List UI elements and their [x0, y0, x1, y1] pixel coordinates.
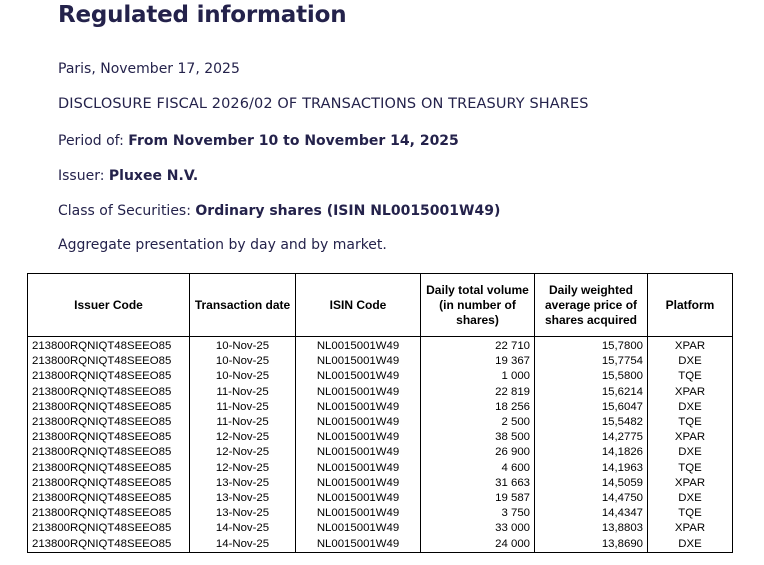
cell-transaction-date: 12-Nov-25	[190, 461, 296, 476]
cell-issuer-code: 213800RQNIQT48SEEO85	[28, 506, 190, 521]
table-row	[28, 385, 733, 400]
cell-platform: TQE	[648, 506, 733, 521]
table-body	[28, 337, 733, 553]
col-header-isin-code: ISIN Code	[296, 274, 421, 337]
cell-weighted-price: 14,2775	[535, 430, 648, 445]
table-row	[28, 476, 733, 491]
period-value: From November 10 to November 14, 2025	[128, 133, 459, 149]
issuer-line	[58, 168, 198, 184]
table-row	[28, 521, 733, 536]
cell-issuer-code: 213800RQNIQT48SEEO85	[28, 445, 190, 460]
table-row	[28, 337, 733, 355]
class-label: Class of Securities:	[58, 203, 196, 219]
cell-isin-code: NL0015001W49	[296, 491, 421, 506]
cell-issuer-code: 213800RQNIQT48SEEO85	[28, 415, 190, 430]
cell-isin-code: NL0015001W49	[296, 400, 421, 415]
cell-weighted-price: 14,4750	[535, 491, 648, 506]
cell-transaction-date: 12-Nov-25	[190, 430, 296, 445]
cell-transaction-date: 12-Nov-25	[190, 445, 296, 460]
cell-weighted-price: 15,7800	[535, 337, 648, 355]
cell-transaction-date: 10-Nov-25	[190, 369, 296, 384]
cell-issuer-code: 213800RQNIQT48SEEO85	[28, 521, 190, 536]
cell-weighted-price: 15,7754	[535, 354, 648, 369]
cell-daily-volume: 24 000	[421, 536, 535, 552]
table-row	[28, 491, 733, 506]
cell-transaction-date: 10-Nov-25	[190, 354, 296, 369]
cell-transaction-date: 11-Nov-25	[190, 400, 296, 415]
cell-daily-volume: 31 663	[421, 476, 535, 491]
cell-daily-volume: 3 750	[421, 506, 535, 521]
transactions-table	[27, 273, 733, 553]
cell-transaction-date: 11-Nov-25	[190, 385, 296, 400]
cell-platform: TQE	[648, 461, 733, 476]
table-row	[28, 445, 733, 460]
col-header-daily-volume: Daily total volume (in number of shares)	[421, 274, 535, 337]
cell-transaction-date: 11-Nov-25	[190, 415, 296, 430]
cell-daily-volume: 18 256	[421, 400, 535, 415]
cell-transaction-date: 13-Nov-25	[190, 476, 296, 491]
cell-weighted-price: 14,1826	[535, 445, 648, 460]
cell-daily-volume: 38 500	[421, 430, 535, 445]
cell-isin-code: NL0015001W49	[296, 445, 421, 460]
cell-issuer-code: 213800RQNIQT48SEEO85	[28, 385, 190, 400]
cell-isin-code: NL0015001W49	[296, 430, 421, 445]
place-date: Paris, November 17, 2025	[58, 61, 240, 77]
cell-daily-volume: 33 000	[421, 521, 535, 536]
cell-isin-code: NL0015001W49	[296, 415, 421, 430]
cell-platform: TQE	[648, 415, 733, 430]
cell-transaction-date: 14-Nov-25	[190, 536, 296, 552]
class-line	[58, 203, 500, 219]
cell-isin-code: NL0015001W49	[296, 461, 421, 476]
period-line	[58, 133, 459, 149]
class-value: Ordinary shares (ISIN NL0015001W49)	[195, 203, 501, 219]
col-header-platform: Platform	[648, 274, 733, 337]
cell-isin-code: NL0015001W49	[296, 476, 421, 491]
cell-issuer-code: 213800RQNIQT48SEEO85	[28, 536, 190, 552]
cell-isin-code: NL0015001W49	[296, 385, 421, 400]
cell-issuer-code: 213800RQNIQT48SEEO85	[28, 354, 190, 369]
cell-issuer-code: 213800RQNIQT48SEEO85	[28, 369, 190, 384]
cell-issuer-code: 213800RQNIQT48SEEO85	[28, 491, 190, 506]
period-label: Period of:	[58, 133, 129, 149]
disclosure-heading: DISCLOSURE FISCAL 2026/02 OF TRANSACTIONS ON TREASURY SHARES	[58, 96, 589, 112]
cell-daily-volume: 26 900	[421, 445, 535, 460]
table-row	[28, 400, 733, 415]
cell-isin-code: NL0015001W49	[296, 337, 421, 355]
cell-weighted-price: 15,6047	[535, 400, 648, 415]
cell-daily-volume: 2 500	[421, 415, 535, 430]
cell-transaction-date: 13-Nov-25	[190, 506, 296, 521]
cell-weighted-price: 14,5059	[535, 476, 648, 491]
cell-issuer-code: 213800RQNIQT48SEEO85	[28, 476, 190, 491]
cell-platform: XPAR	[648, 337, 733, 355]
cell-transaction-date: 14-Nov-25	[190, 521, 296, 536]
cell-weighted-price: 14,4347	[535, 506, 648, 521]
table-row	[28, 354, 733, 369]
cell-transaction-date: 10-Nov-25	[190, 337, 296, 355]
table-header-row	[28, 274, 733, 337]
table-row	[28, 506, 733, 521]
cell-issuer-code: 213800RQNIQT48SEEO85	[28, 337, 190, 355]
cell-daily-volume: 1 000	[421, 369, 535, 384]
cell-isin-code: NL0015001W49	[296, 369, 421, 384]
cell-daily-volume: 4 600	[421, 461, 535, 476]
page-title: Regulated information	[58, 2, 347, 28]
cell-weighted-price: 14,1963	[535, 461, 648, 476]
aggregate-note: Aggregate presentation by day and by market.	[58, 237, 387, 253]
table-row	[28, 461, 733, 476]
cell-isin-code: NL0015001W49	[296, 536, 421, 552]
cell-weighted-price: 15,5800	[535, 369, 648, 384]
cell-issuer-code: 213800RQNIQT48SEEO85	[28, 400, 190, 415]
cell-issuer-code: 213800RQNIQT48SEEO85	[28, 461, 190, 476]
issuer-value: Pluxee N.V.	[108, 168, 199, 184]
cell-weighted-price: 15,6214	[535, 385, 648, 400]
cell-platform: XPAR	[648, 430, 733, 445]
table-row	[28, 369, 733, 384]
cell-isin-code: NL0015001W49	[296, 521, 421, 536]
cell-daily-volume: 19 367	[421, 354, 535, 369]
cell-platform: DXE	[648, 445, 733, 460]
table-row	[28, 415, 733, 430]
cell-daily-volume: 22 819	[421, 385, 535, 400]
cell-daily-volume: 19 587	[421, 491, 535, 506]
cell-platform: DXE	[648, 491, 733, 506]
table-row	[28, 536, 733, 552]
cell-issuer-code: 213800RQNIQT48SEEO85	[28, 430, 190, 445]
cell-platform: DXE	[648, 400, 733, 415]
cell-transaction-date: 13-Nov-25	[190, 491, 296, 506]
cell-platform: XPAR	[648, 385, 733, 400]
cell-weighted-price: 13,8690	[535, 536, 648, 552]
cell-platform: TQE	[648, 369, 733, 384]
cell-platform: XPAR	[648, 476, 733, 491]
col-header-issuer-code: Issuer Code	[28, 274, 190, 337]
cell-platform: DXE	[648, 354, 733, 369]
cell-weighted-price: 15,5482	[535, 415, 648, 430]
cell-weighted-price: 13,8803	[535, 521, 648, 536]
cell-platform: XPAR	[648, 521, 733, 536]
table-row	[28, 430, 733, 445]
issuer-label: Issuer:	[58, 168, 109, 184]
col-header-weighted-price: Daily weighted average price of shares acquired	[535, 274, 648, 337]
cell-isin-code: NL0015001W49	[296, 354, 421, 369]
cell-daily-volume: 22 710	[421, 337, 535, 355]
cell-platform: DXE	[648, 536, 733, 552]
cell-isin-code: NL0015001W49	[296, 506, 421, 521]
col-header-transaction-date: Transaction date	[190, 274, 296, 337]
